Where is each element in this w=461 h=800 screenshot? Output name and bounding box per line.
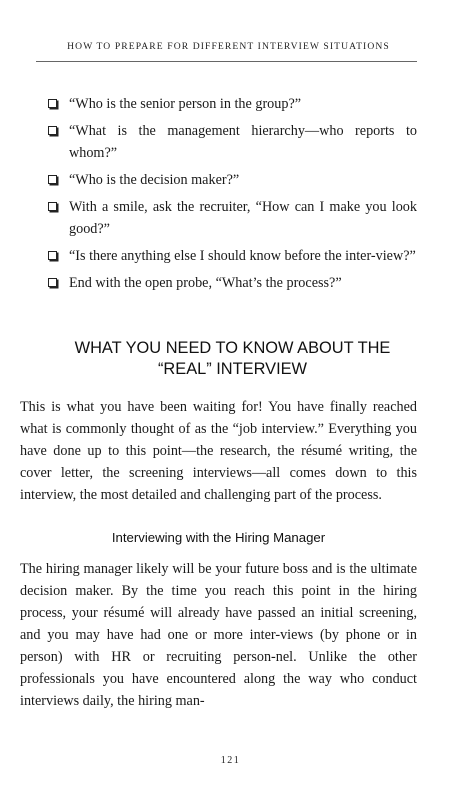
- page-number: 121: [220, 755, 241, 766]
- checkbox-icon: [48, 202, 57, 211]
- checklist-item: [48, 120, 417, 164]
- checklist-item: [48, 196, 417, 240]
- section-heading: [48, 338, 417, 380]
- header-rule: [36, 61, 417, 62]
- question-checklist: [48, 93, 417, 294]
- subsection-heading: Interviewing with the Hiring Manager: [111, 530, 326, 545]
- checklist-item-text: “Who is the decision maker?”: [69, 172, 240, 188]
- page-content: [20, 93, 417, 712]
- checkbox-icon: [48, 126, 57, 135]
- checklist-item: [48, 245, 417, 267]
- checklist-item-text: End with the open probe, “What’s the process?”: [69, 275, 342, 291]
- section-heading-line-2: “REAL” INTERVIEW: [157, 360, 308, 378]
- checklist-item: [48, 169, 417, 191]
- section-heading-line-1: WHAT YOU NEED TO KNOW ABOUT THE: [74, 339, 391, 357]
- body-paragraph-intro: This is what you have been waiting for! You have finally reached what is commonly thought of as the “job interview.” Everything you have done up to this point—the research, the résumé writing, the cover letter, the screening interviews—all comes down to this interview, the most detailed and challenging part of the process.: [20, 399, 417, 503]
- running-head: HOW TO PREPARE FOR DIFFERENT INTERVIEW SITUATIONS: [67, 41, 390, 52]
- body-paragraph-hiring-manager: The hiring manager likely will be your future boss and is the ultimate decision maker. By the time you reach this point in the hiring process, your résumé will already have passed an initial screening, and you may have had one or more inter-views (by phone or in person) with HR or recruiting person-nel. Unlike the other professionals you have encountered along the way who conduct interviews daily, the hiring man-: [20, 561, 417, 709]
- checklist-item-text: “Is there anything else I should know before the inter-view?”: [69, 248, 416, 264]
- checklist-item: [48, 272, 417, 294]
- checklist-item-text: With a smile, ask the recruiter, “How can I make you look good?”: [69, 199, 417, 237]
- checklist-item-text: “Who is the senior person in the group?”: [69, 96, 302, 112]
- checkbox-icon: [48, 251, 57, 260]
- checkbox-icon: [48, 99, 57, 108]
- checklist-item: [48, 93, 417, 115]
- checkbox-icon: [48, 175, 57, 184]
- checklist-item-text: “What is the management hierarchy—who reports to whom?”: [69, 123, 417, 161]
- checkbox-icon: [48, 278, 57, 287]
